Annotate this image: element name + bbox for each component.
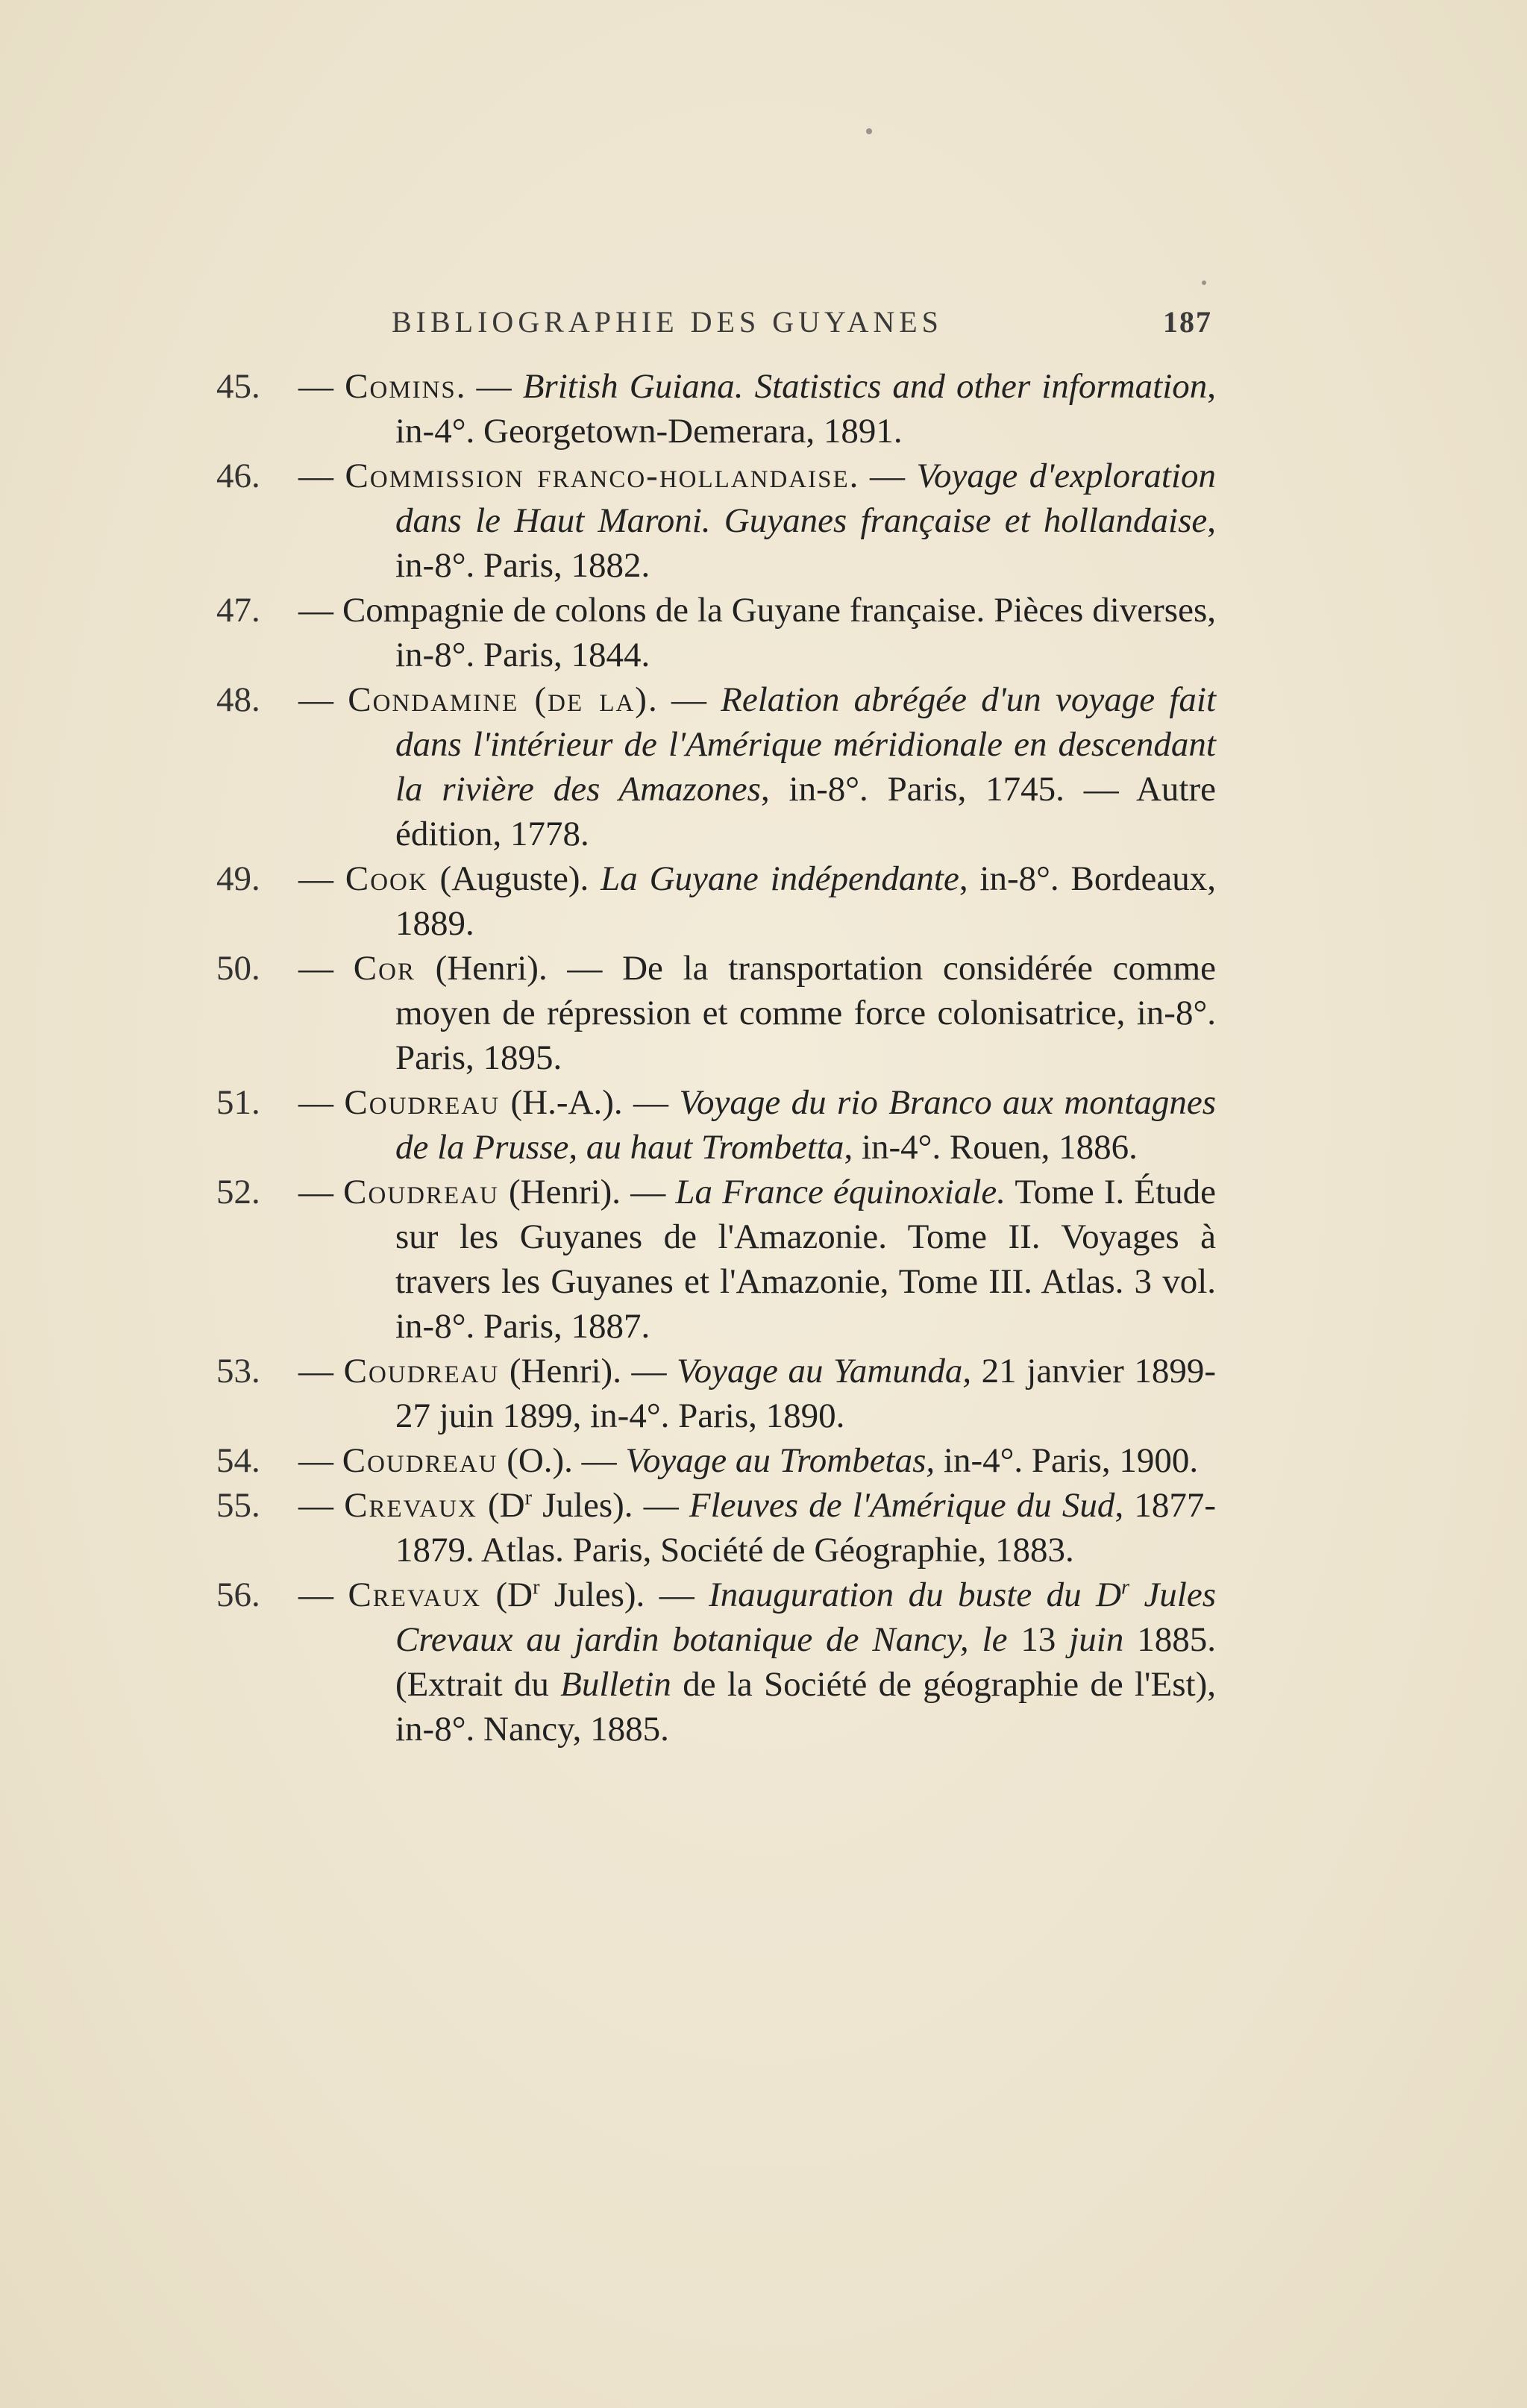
entry-number: 51.: [216, 1083, 260, 1122]
entry-author: Commission franco-hollandaise: [345, 457, 850, 495]
entry-title: Voyage au Trombetas,: [625, 1441, 935, 1480]
entry-text: — Coudreau (Henri). — Voyage au Yamunda, 21 janvier 1899-27 juin 1899, in-4°. Paris, 1890.: [298, 1352, 1216, 1435]
entry-author: Coudreau: [342, 1441, 498, 1480]
entry-text: — Compagnie de colons de la Guyane française. Pièces diverses, in-8°. Paris, 1844.: [298, 591, 1216, 674]
entry-text: — Coudreau (H.-A.). — Voyage du rio Branco aux montagnes de la Prusse, au haut Trombetta, in-4°. Rouen, 1886.: [298, 1083, 1216, 1167]
entry-title: Voyage au Yamunda,: [677, 1352, 972, 1390]
speck-header: [1202, 280, 1206, 285]
entry-number: 54.: [216, 1441, 260, 1480]
entry-title: Voyage d'exploration dans le Haut Maroni. Guyanes française et hollandaise: [395, 457, 1216, 540]
entry-number: 45.: [216, 367, 260, 406]
entry-54: [216, 1438, 1216, 1483]
entry-48: [216, 677, 1216, 856]
entry-title: Relation abrégée d'un voyage fait dans l'intérieur de l'Amérique méridionale en descendant la rivière des Amazones: [395, 680, 1217, 809]
entry-author: Coudreau: [343, 1173, 499, 1211]
entry-author: Coudreau: [344, 1083, 501, 1122]
entry-number: 52.: [216, 1173, 260, 1211]
entry-number: 48.: [216, 680, 260, 719]
entry-number: 47.: [216, 591, 260, 630]
entry-49: [216, 856, 1216, 946]
entry-title: Voyage du rio Branco aux montagnes de la Prusse, au haut Trombetta: [395, 1083, 1216, 1167]
entry-45: [216, 364, 1216, 454]
entry-author: Crevaux: [348, 1575, 482, 1614]
entry-text: — Coudreau (Henri). — La France équinoxiale. Tome I. Étude sur les Guyanes de l'Amazonie. Tome II. Voyages à travers les Guyanes et l'Amazonie, Tome III. Atlas. 3 vol. in-8°. Paris, 1887.: [298, 1173, 1217, 1346]
entry-56: [216, 1573, 1216, 1752]
speck-top: [866, 128, 872, 134]
entry-text: — Coudreau (O.). — Voyage au Trombetas, in-4°. Paris, 1900.: [298, 1441, 1199, 1480]
entry-55: [216, 1483, 1216, 1573]
entry-author: Comins: [345, 367, 457, 406]
entry-number: 55.: [216, 1486, 260, 1525]
entry-52: [216, 1170, 1216, 1349]
header-title: BIBLIOGRAPHIE DES GUYANES: [392, 305, 943, 339]
entry-title: British Guiana. Statistics and other information: [522, 367, 1208, 406]
entry-51: [216, 1080, 1216, 1170]
entry-text: — Commission franco-hollandaise. — Voyage d'exploration dans le Haut Maroni. Guyanes française et hollandaise, in-8°. Paris, 1882.: [298, 457, 1216, 585]
entry-47: [216, 588, 1216, 677]
entry-text: — Crevaux ($D^r$ Jules). — Inauguration du buste du $D^r$ Jules Crevaux au jardin botanique de Nancy, le 13 juin 1885. (Extrait du Bulletin de la Société de géographie de l'Est), in-8°. Nancy, 1885.: [298, 1575, 1217, 1749]
entry-text: — Condamine (de la). — Relation abrégée d'un voyage fait dans l'intérieur de l'Amérique méridionale en descendant la rivière des Amazones, in-8°. Paris, 1745. — Autre édition, 1778.: [298, 680, 1217, 853]
entry-text: — Cook (Auguste). La Guyane indépendante, in-8°. Bordeaux, 1889.: [298, 859, 1216, 943]
entry-author: Cor: [353, 949, 416, 988]
entry-title: Fleuves de l'Amérique du Sud: [689, 1486, 1115, 1525]
entry-53: [216, 1349, 1216, 1438]
entry-46: [216, 454, 1216, 588]
entry-number: 46.: [216, 457, 260, 495]
entry-text: — Cor (Henri). — De la transportation considérée comme moyen de répression et comme force colonisatrice, in-8°. Paris, 1895.: [298, 949, 1216, 1077]
entry-number: 50.: [216, 949, 260, 988]
entry-title: La Guyane indépendante: [601, 859, 959, 898]
entry-number: 49.: [216, 859, 260, 898]
entry-50: [216, 946, 1216, 1080]
page-number: 187: [1163, 305, 1212, 339]
entry-author: Condamine (de la): [348, 680, 648, 719]
entry-author: Crevaux: [344, 1486, 477, 1525]
entry-title: Inauguration du buste du $D^r$ Jules Crevaux au jardin botanique de Nancy, le: [395, 1575, 1217, 1659]
entry-number: 56.: [216, 1575, 260, 1614]
running-header: [392, 298, 1212, 351]
bibliography-list: [216, 364, 1216, 1752]
entry-title: La France équinoxiale.: [675, 1173, 1006, 1211]
entry-author: Coudreau: [343, 1352, 500, 1390]
entry-text: — Comins. — British Guiana. Statistics and other information, in-4°. Georgetown-Demerara, 1891.: [298, 367, 1217, 451]
entry-author: Cook: [345, 859, 428, 898]
entry-number: 53.: [216, 1352, 260, 1390]
entry-text: — Crevaux ($D^r$ Jules). — Fleuves de l'Amérique du Sud, 1877-1879. Atlas. Paris, Société de Géographie, 1883.: [298, 1486, 1217, 1570]
